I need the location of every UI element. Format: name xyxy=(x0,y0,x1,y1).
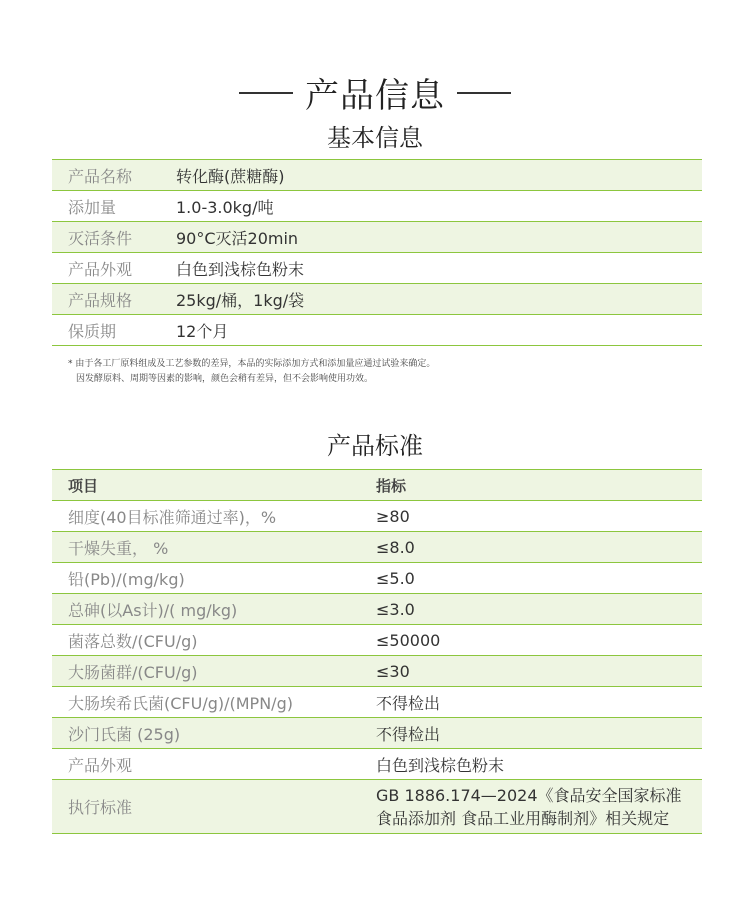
row-value-line-2: 食品添加剂 食品工业用酶制剂》相关规定 xyxy=(376,808,670,828)
row-item: 总砷(以As计)/( mg/kg) xyxy=(52,594,360,625)
row-value: ≤30 xyxy=(360,656,702,687)
table-row xyxy=(52,501,702,532)
basic-info-title: 基本信息 xyxy=(327,124,423,152)
page-title xyxy=(0,68,750,117)
row-value: 白色到浅棕色粉末 xyxy=(160,253,702,284)
product-standard-table xyxy=(52,469,702,834)
table-row xyxy=(52,160,702,191)
footnote-line-2: 因发酵原料、周期等因素的影响，颜色会稍有差异，但不会影响使用功效。 xyxy=(76,374,374,384)
row-item: 产品外观 xyxy=(52,749,360,780)
table-row xyxy=(52,625,702,656)
table-row xyxy=(52,532,702,563)
row-value: ≤8.0 xyxy=(360,532,702,563)
row-label: 添加量 xyxy=(52,191,160,222)
header-item: 项目 xyxy=(52,470,360,501)
table-row xyxy=(52,315,702,346)
row-item: 细度(40目标准筛通过率)，% xyxy=(52,501,360,532)
table-row xyxy=(52,253,702,284)
header-value: 指标 xyxy=(360,470,702,501)
footnote-line-1: * 由于各工厂原料组成及工艺参数的差异，本品的实际添加方式和添加量应通过试验来确定。 xyxy=(68,359,436,369)
row-value: 25kg/桶，1kg/袋 xyxy=(160,284,702,315)
row-label: 产品名称 xyxy=(52,160,160,191)
footnote xyxy=(68,357,435,387)
row-value: ≤5.0 xyxy=(360,563,702,594)
row-item: 菌落总数/(CFU/g) xyxy=(52,625,360,656)
basic-info-table xyxy=(52,159,702,346)
row-item: 执行标准 xyxy=(52,780,360,834)
row-value: ≥80 xyxy=(360,501,702,532)
row-value: 12个月 xyxy=(160,315,702,346)
row-value: 白色到浅棕色粉末 xyxy=(360,749,702,780)
row-item: 铅(Pb)/(mg/kg) xyxy=(52,563,360,594)
title-dash-left xyxy=(239,92,293,94)
table-header-row xyxy=(52,470,702,501)
table-row xyxy=(52,563,702,594)
row-label: 产品外观 xyxy=(52,253,160,284)
table-row xyxy=(52,780,702,834)
row-value: 1.0-3.0kg/吨 xyxy=(160,191,702,222)
title-dash-right xyxy=(457,92,511,94)
table-row xyxy=(52,191,702,222)
row-item: 大肠埃希氏菌(CFU/g)/(MPN/g) xyxy=(52,687,360,718)
row-value-line-1: GB 1886.174—2024《食品安全国家标准 xyxy=(376,785,682,805)
row-item: 干燥失重， % xyxy=(52,532,360,563)
table-row xyxy=(52,222,702,253)
row-value xyxy=(360,780,702,834)
table-row xyxy=(52,284,702,315)
page-title-text: 产品信息 xyxy=(305,76,445,116)
table-row xyxy=(52,718,702,749)
table-row xyxy=(52,594,702,625)
row-value: 转化酶(蔗糖酶) xyxy=(160,160,702,191)
row-value: 不得检出 xyxy=(360,718,702,749)
row-label: 产品规格 xyxy=(52,284,160,315)
row-label: 灭活条件 xyxy=(52,222,160,253)
row-item: 大肠菌群/(CFU/g) xyxy=(52,656,360,687)
table-row xyxy=(52,656,702,687)
table-row xyxy=(52,749,702,780)
row-value: 不得检出 xyxy=(360,687,702,718)
row-label: 保质期 xyxy=(52,315,160,346)
table-row xyxy=(52,687,702,718)
row-value: ≤50000 xyxy=(360,625,702,656)
product-standard-title: 产品标准 xyxy=(327,432,423,460)
row-item: 沙门氏菌 (25g) xyxy=(52,718,360,749)
row-value: ≤3.0 xyxy=(360,594,702,625)
row-value: 90°C灭活20min xyxy=(160,222,702,253)
